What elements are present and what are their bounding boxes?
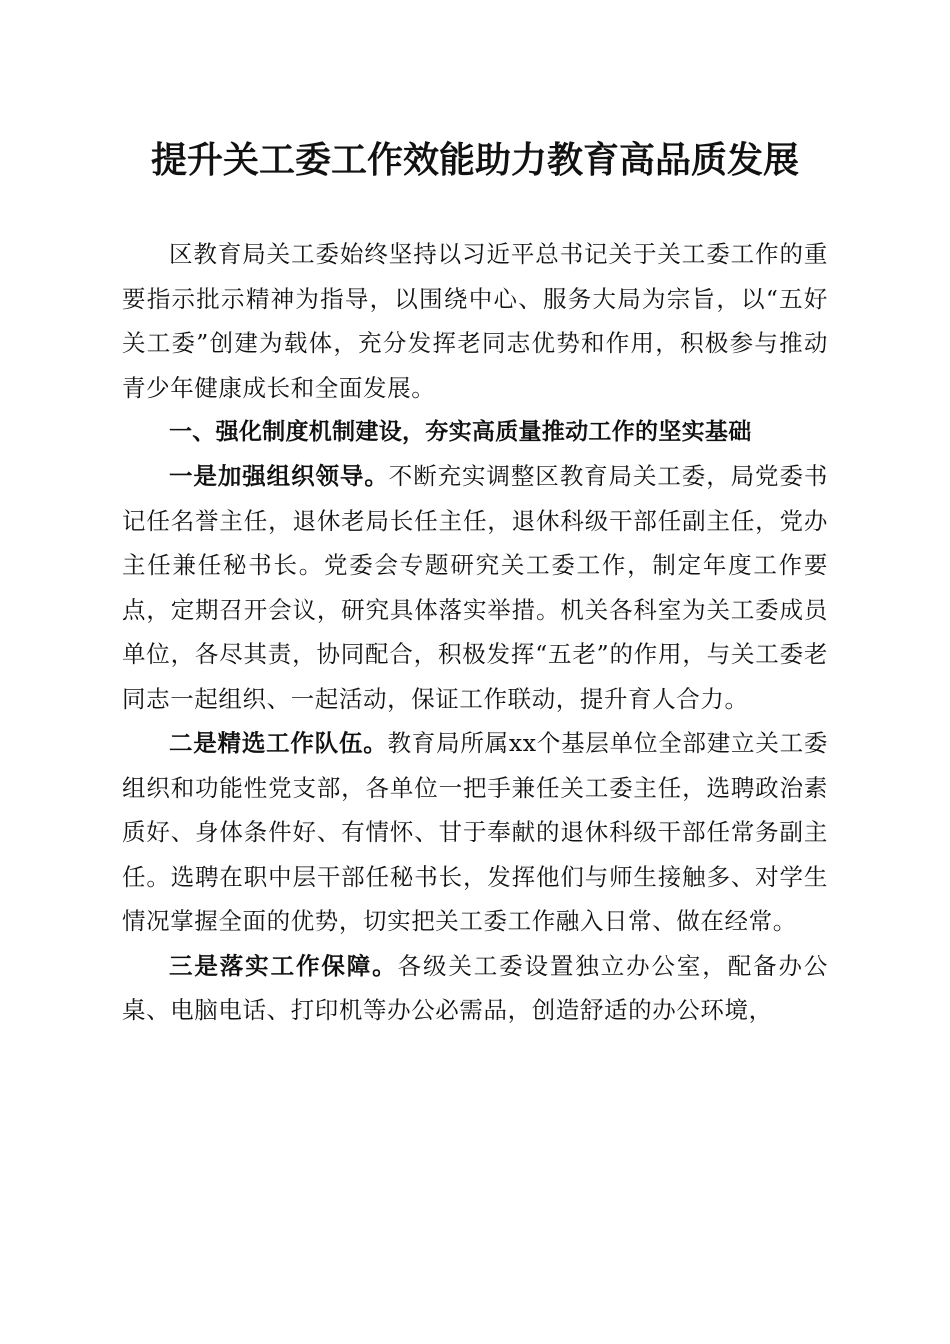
item-text-2: 教育局所属xx个基层单位全部建立关工委组织和功能性党支部，各单位一把手兼任关工委主任，选聘政治素质好、身体条件好、有情怀、甘于奉献的退休科级干部任常务副主任。选聘在职中层干部任秘书长，发挥他们与师生接触多、对学生情况掌握全面的优势，切实把关工委工作融入日常、做在经常。 xyxy=(122,729,829,935)
paragraph-item-2 xyxy=(122,721,828,944)
document-body xyxy=(122,232,828,1033)
intro-paragraph: 区教育局关工委始终坚持以习近平总书记关于关工委工作的重要指示批示精神为指导，以围绕中心、服务大局为宗旨，以“五好关工委”创建为载体，充分发挥老同志优势和作用，积极参与推动青少年健康成长和全面发展。 xyxy=(122,240,828,402)
paragraph-item-3 xyxy=(122,944,828,1033)
item-lead-2: 二是精选工作队伍。 xyxy=(169,729,388,757)
document-title: 提升关工委工作效能助力教育高品质发展 xyxy=(150,139,799,181)
item-text-3: 各级关工委设置独立办公室，配备办公桌、电脑电话、打印机等办公必需品，创造舒适的办公环境， xyxy=(122,951,828,1024)
paragraph-item-1 xyxy=(122,454,828,721)
item-lead-1: 一是加强组织领导。 xyxy=(169,462,389,490)
item-lead-3: 三是落实工作保障。 xyxy=(169,951,398,980)
section-heading-1: 一、强化制度机制建设，夯实高质量推动工作的坚实基础 xyxy=(169,419,752,445)
item-text-1: 不断充实调整区教育局关工委，局党委书记任名誉主任，退休老局长任主任，退休科级干部任副主任，党办主任兼任秘书长。党委会专题研究关工委工作，制定年度工作要点，定期召开会议，研究具体落实举措。机关各科室为关工委成员单位，各尽其责，协同配合，积极发挥“五老”的作用，与关工委老同志一起组织、一起活动，保证工作联动，提升育人合力。 xyxy=(122,462,828,713)
